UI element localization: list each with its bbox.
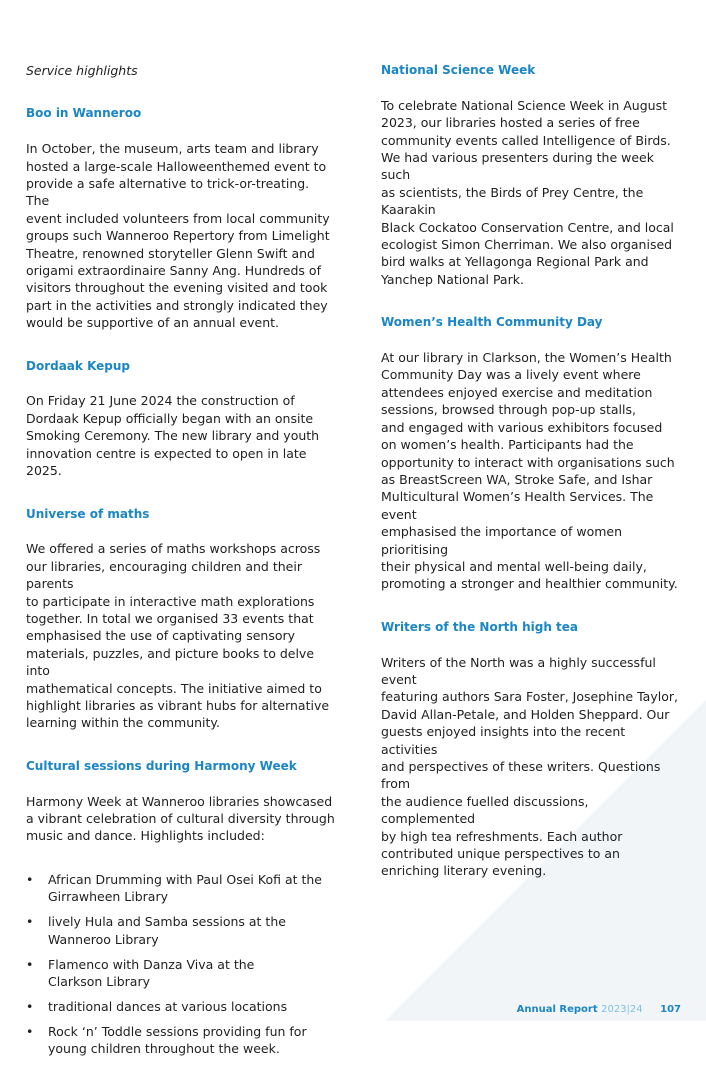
right-column [381, 62, 681, 906]
section-intro: Service highlights [26, 63, 138, 78]
section-boo-in-wanneroo [26, 105, 336, 331]
footer-report-label: Annual Report [516, 1004, 598, 1015]
bullet-icon: • [26, 914, 34, 930]
bullet-icon: • [26, 1024, 34, 1039]
section-paragraph: Writers of the North was a highly successful event featuring authors Sara Foster, Josephine Taylor, David Allan-Petale, and Holden Sheppard. Our guests enjoyed insights into the recent activities and perspectives of these writers. Questions from the audience fuelled discussions, complemented by high tea refreshments. Each author contributed unique perspectives to an enriching literary evening. [381, 654, 678, 879]
page-number: 107 [660, 1004, 681, 1015]
section-paragraph: In October, the museum, arts team and library hosted a large-scale Halloweenthemed event to provide a safe alternative to trick-or-treating. The event included volunteers from local community groups such Wanneroo Repertory from Limelight Theatre, renowned storyteller Glenn Swift and origami extraordinaire Sanny Ang. Hundreds of visitors throughout the evening visited and took part in the activities and strongly indicated they would be supportive of an annual event. [26, 141, 330, 331]
list-item [26, 998, 336, 1015]
section-paragraph: To celebrate National Science Week in August 2023, our libraries hosted a series of free community events called Intelligence of Birds. We had various presenters during the week such as scientists, the Birds of Prey Centre, the Kaarakin Black Cockatoo Conservation Centre, and local ecologist Simon Cherriman. We also organised bird walks at Yellagonga Regional Park and Yanchep National Park. [381, 97, 674, 287]
list-item-text: Rock ‘n’ Toddle sessions providing fun for young children throughout the week. [48, 1024, 307, 1057]
section-title: National Science Week [381, 63, 536, 77]
list-item [26, 956, 336, 991]
list-item-text: traditional dances at various locations [48, 999, 288, 1014]
section-national-science-week [381, 62, 681, 288]
section-universe-of-maths [26, 506, 336, 732]
section-title: Universe of maths [26, 506, 150, 521]
section-title: Dordaak Kepup [26, 358, 131, 373]
section-harmony-week [26, 758, 336, 1058]
section-paragraph: Harmony Week at Wanneroo libraries showcased a vibrant celebration of cultural diversity through music and dance. Highlights included: [26, 793, 335, 844]
section-title: Boo in Wanneroo [26, 106, 142, 121]
bullet-icon: • [26, 871, 34, 887]
section-title: Writers of the North high tea [381, 619, 579, 634]
footer-year: 2023|24 [601, 1004, 643, 1015]
section-title: Cultural sessions during Harmony Week [26, 758, 297, 773]
bullet-icon: • [26, 999, 34, 1014]
list-item [26, 1023, 336, 1058]
section-dordaak-kepup [26, 358, 336, 480]
list-item-text: Flamenco with Danza Viva at the Clarkson Library [48, 956, 255, 989]
page-footer [517, 1003, 681, 1017]
section-paragraph: We offered a series of maths workshops across our libraries, encouraging children and their parents to participate in interactive math explorations together. In total we organised 33 events that emphasised the use of captivating sensory materials, puzzles, and picture books to delve into mathematical concepts. The initiative aimed to highlight libraries as vibrant hubs for alternative learning within the community. [26, 541, 330, 731]
list-item [26, 871, 336, 906]
section-paragraph: At our library in Clarkson, the Women’s Health Community Day was a lively event where attendees enjoyed exercise and meditation sessions, browsed through pop-up stalls, and engaged with various exhibitors focused on women’s health. Participants had the opportunity to interact with organisations such as BreastScreen WA, Stroke Safe, and Ishar Multicultural Women’s Health Services. The event emphasised the importance of women prioritising their physical and mental well-being daily, promoting a stronger and healthier community. [381, 350, 678, 592]
left-column [26, 62, 336, 1065]
section-paragraph: On Friday 21 June 2024 the construction of Dordaak Kepup officially began with an onsite Smoking Ceremony. The new library and youth innovation centre is expected to open in late 2025. [26, 393, 320, 479]
section-womens-health-day [381, 314, 681, 592]
section-writers-high-tea [381, 619, 681, 880]
bullet-icon: • [26, 956, 34, 972]
list-item-text: African Drumming with Paul Osei Kofi at the Girrawheen Library [48, 871, 322, 905]
highlights-list [26, 871, 336, 1058]
list-item [26, 913, 336, 948]
list-item-text: lively Hula and Samba sessions at the Wanneroo Library [48, 914, 286, 947]
section-title: Women’s Health Community Day [381, 315, 603, 330]
